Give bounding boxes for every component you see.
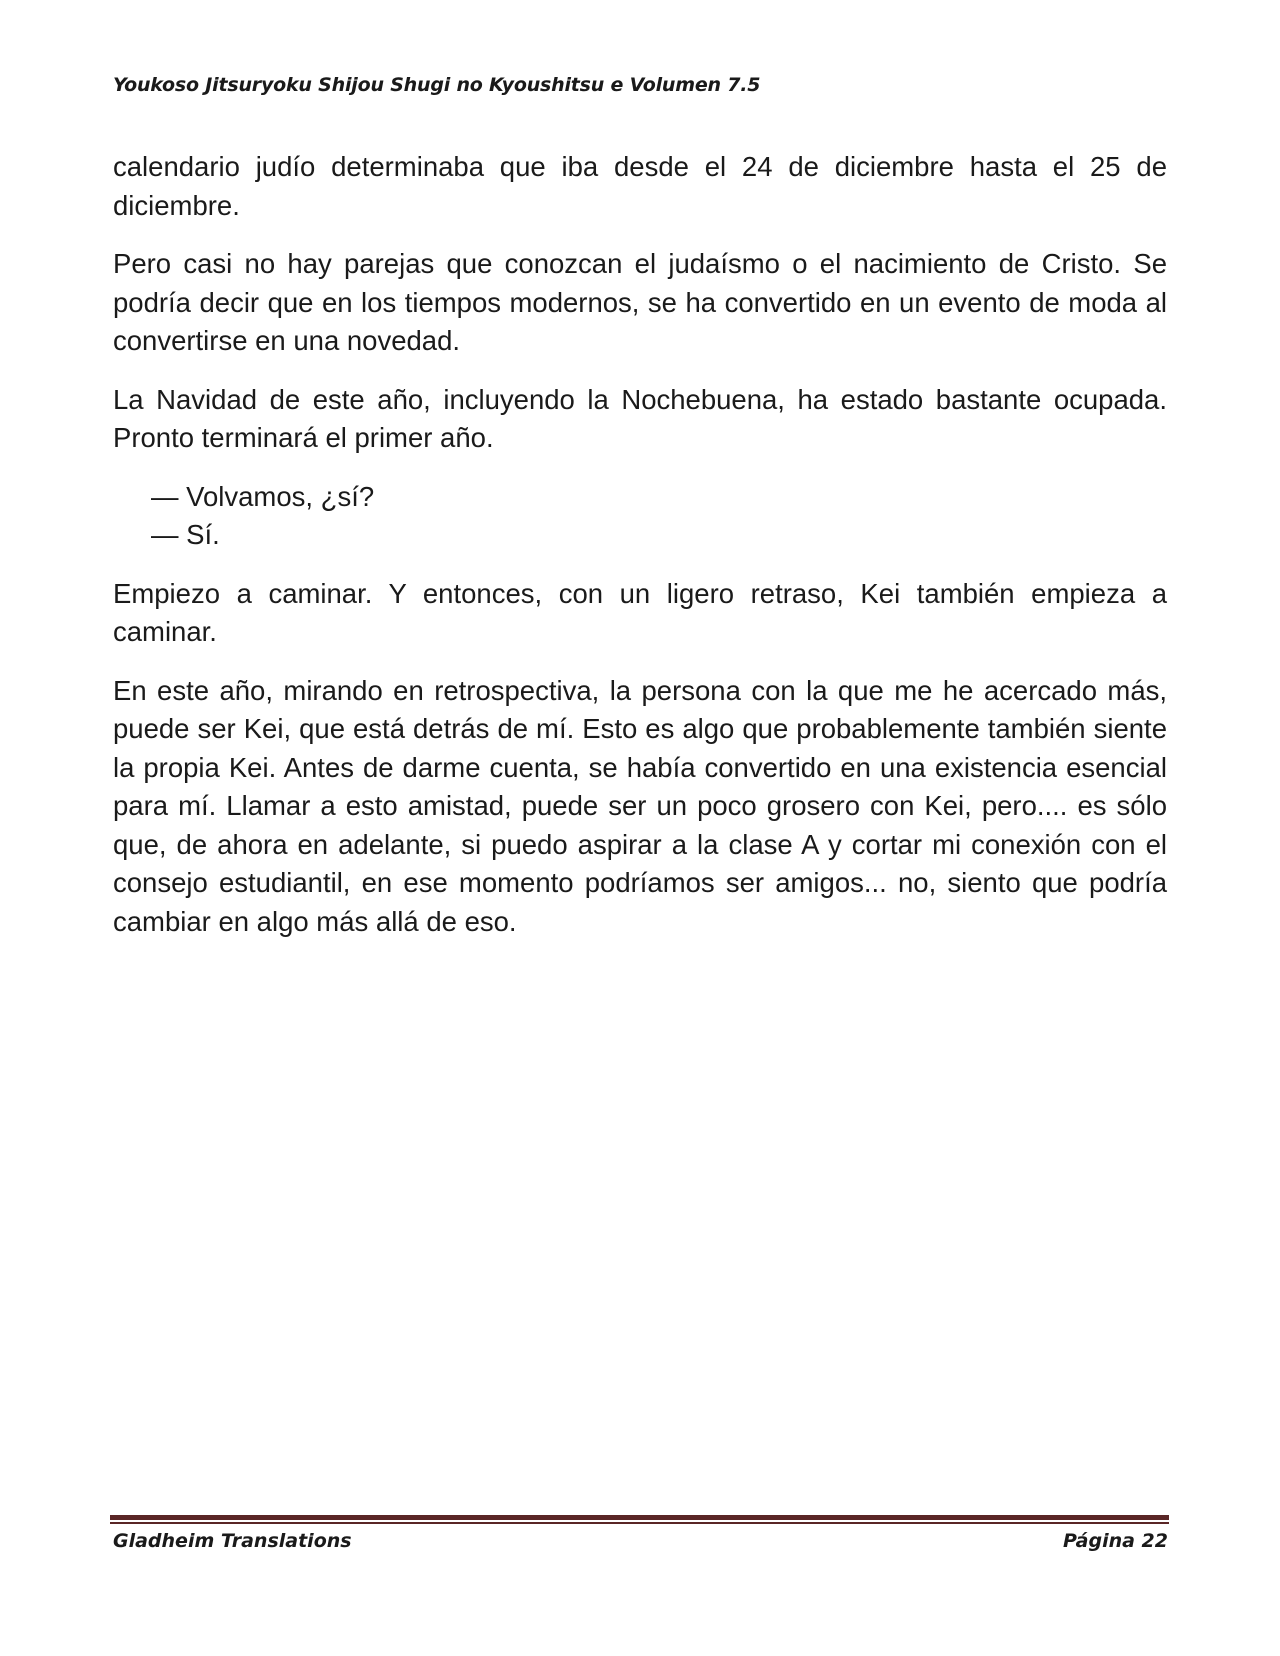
- paragraph: En este año, mirando en retrospectiva, la persona con la que me he acercado más, puede ser Kei, que está detrás de mí. Esto es algo que probablemente también siente la propia Kei. Antes de darme cuenta, se había convertido en una existencia esencial para mí. Llamar a esto amistad, puede ser un poco grosero con Kei, pero.... es sólo que, de ahora en adelante, si puedo aspirar a la clase A y cortar mi conexión con el consejo estudiantil, en ese momento podríamos ser amigos... no, siento que podría cambiar en algo más allá de eso.: [113, 674, 1167, 937]
- running-header-title: Youkoso Jitsuryoku Shijou Shugi no Kyoushitsu e Volumen 7.5: [113, 74, 761, 96]
- footer-translator: Gladheim Translations: [113, 1530, 352, 1552]
- dialogue-line: — Sí.: [151, 519, 220, 550]
- paragraph: Empiezo a caminar. Y entonces, con un ligero retraso, Kei también empieza a caminar.: [113, 577, 1167, 647]
- footer-page-number: Página 22: [1062, 1530, 1168, 1552]
- footer-divider-thick: [110, 1515, 1169, 1520]
- paragraph: La Navidad de este año, incluyendo la Nochebuena, ha estado bastante ocupada. Pronto terminará el primer año.: [113, 383, 1167, 453]
- dialogue-line: — Volvamos, ¿sí?: [151, 480, 375, 512]
- footer-divider-thin: [110, 1522, 1169, 1524]
- paragraph: calendario judío determinaba que iba desde el 24 de diciembre hasta el 25 de diciembre.: [113, 151, 1167, 221]
- paragraph: Pero casi no hay parejas que conozcan el judaísmo o el nacimiento de Cristo. Se podría decir que en los tiempos modernos, se ha convertido en un evento de moda al convertirse en una novedad.: [113, 248, 1167, 356]
- body-text: [113, 148, 1167, 961]
- dialogue-block: [151, 478, 1167, 555]
- footer-divider: [110, 1515, 1169, 1524]
